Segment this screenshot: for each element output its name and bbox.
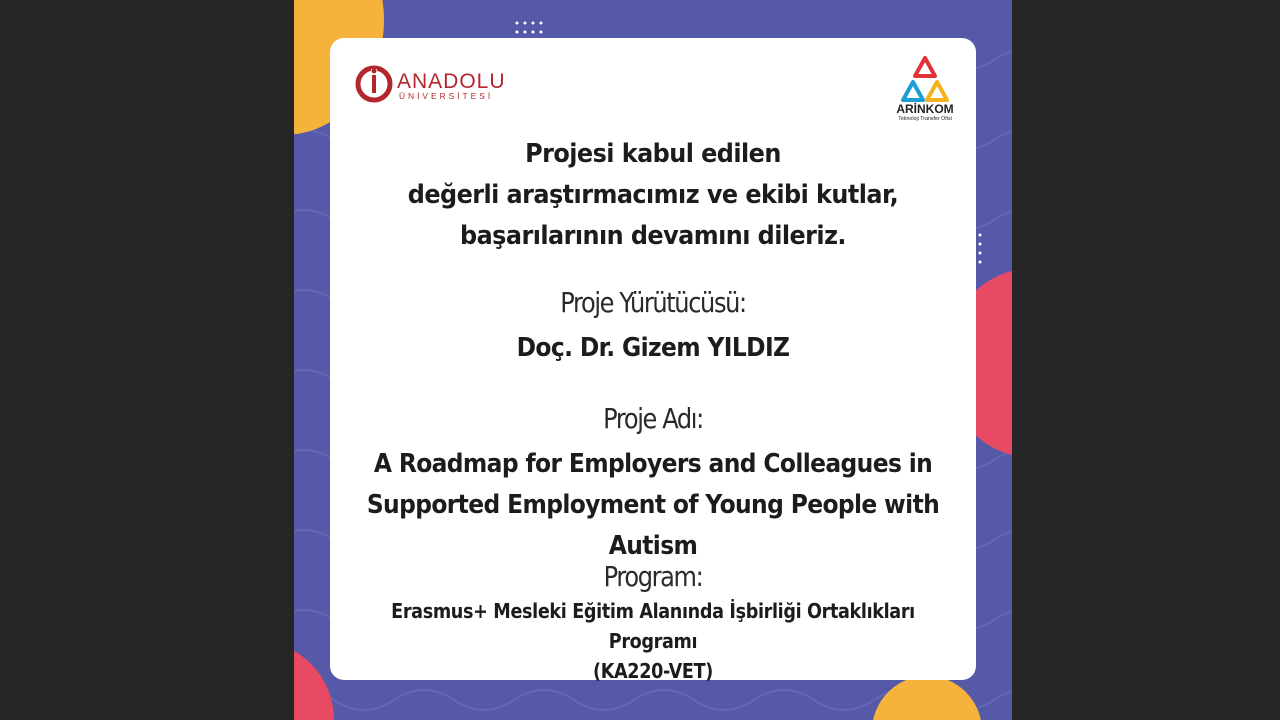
program-name <box>330 596 976 686</box>
project-title-line-2: Supported Employment of Young People with Autism <box>366 490 940 561</box>
congrats-line-1: Projesi kabul edilen <box>525 139 781 169</box>
congratulation-message <box>330 134 976 257</box>
anadolu-university-logo <box>355 65 515 103</box>
project-lead-name: Doç. Dr. Gizem YILDIZ <box>516 333 790 363</box>
announcement-poster <box>294 0 1012 720</box>
program-label: Program: <box>603 560 703 593</box>
dot-column-decoration <box>976 232 984 266</box>
project-lead-label: Proje Yürütücüsü: <box>560 286 746 319</box>
dot-grid-decoration <box>514 20 548 36</box>
program-name-line-2: (KA220-VET) <box>593 659 713 683</box>
anadolu-name: ANADOLU <box>397 70 506 93</box>
program-name-line-1: Erasmus+ Mesleki Eğitim Alanında İşbirliği Ortaklıkları Programı <box>391 599 915 653</box>
arinkom-name: ARİNKOM <box>896 102 954 116</box>
arinkom-logo <box>880 54 970 122</box>
congrats-line-3: başarılarının devamını dileriz. <box>460 221 846 251</box>
congrats-line-2: değerli araştırmacımız ve ekibi kutlar, <box>407 180 899 210</box>
arinkom-sub: Teknoloji Transfer Ofisi <box>898 116 952 122</box>
project-name-label: Proje Adı: <box>603 402 703 435</box>
anadolu-sub: ÜNİVERSİTESİ <box>399 91 494 101</box>
message-card <box>330 38 976 683</box>
project-title <box>330 444 976 567</box>
project-title-line-1: A Roadmap for Employers and Colleagues in <box>373 449 933 479</box>
